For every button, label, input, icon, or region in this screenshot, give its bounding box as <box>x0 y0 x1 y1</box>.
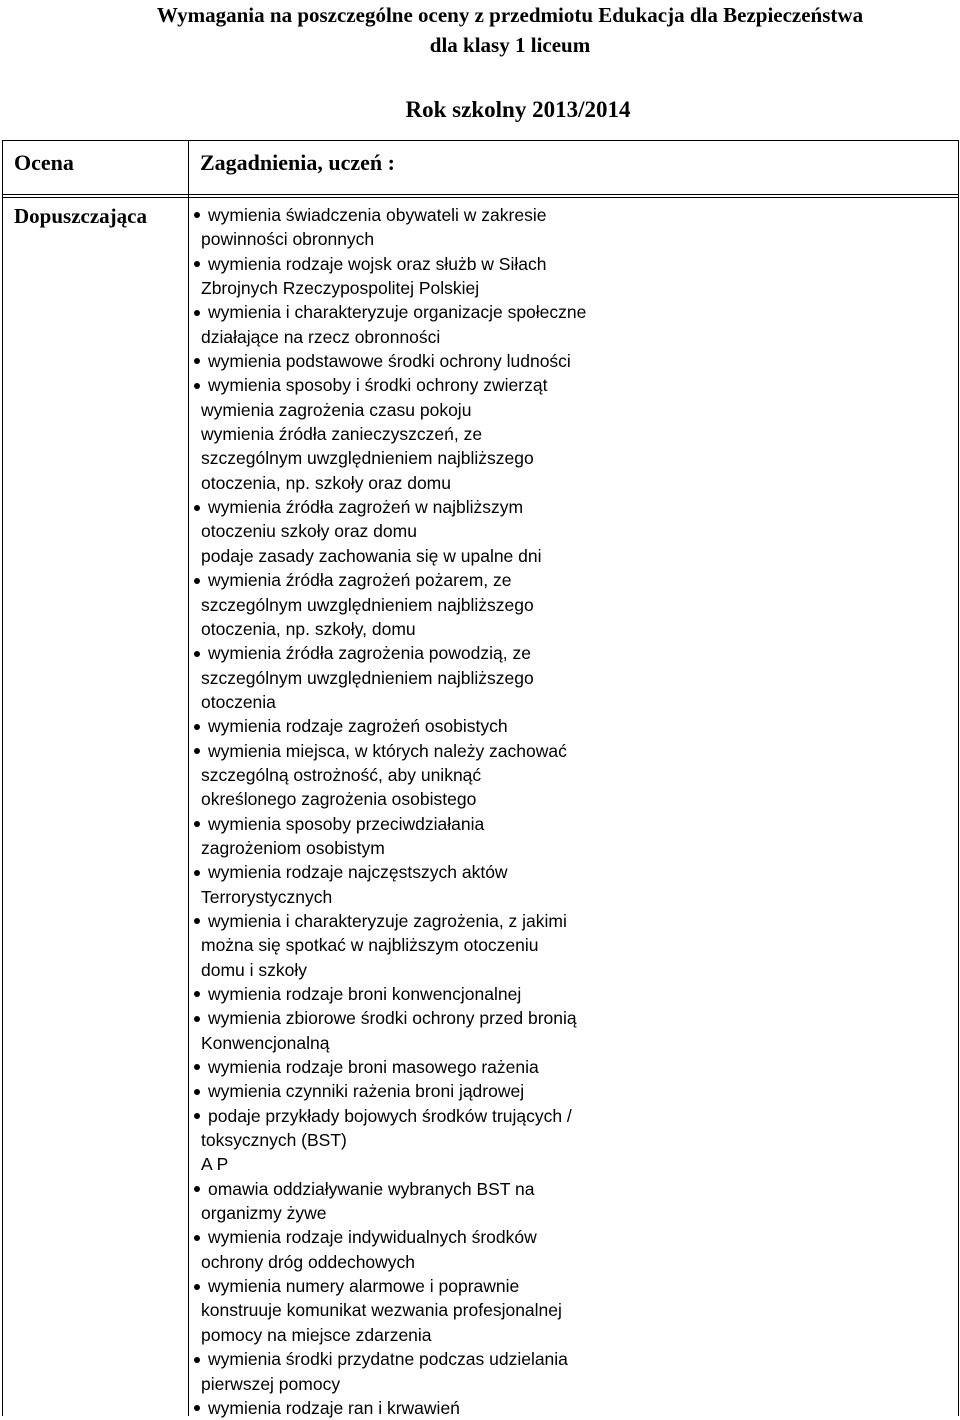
list-item <box>201 471 656 495</box>
list-item <box>201 593 656 617</box>
bullet-icon <box>194 358 200 364</box>
school-year: Rok szkolny 2013/2014 <box>405 97 631 122</box>
list-item <box>201 1372 656 1396</box>
list-item <box>201 349 656 373</box>
list-item <box>201 373 656 397</box>
list-item <box>201 1225 656 1249</box>
list-item-text: wymienia miejsca, w których należy zachować <box>208 740 567 761</box>
list-item <box>201 495 656 519</box>
table-header-divider-inner <box>2 197 958 198</box>
list-item <box>201 787 656 811</box>
list-item <box>201 227 656 251</box>
list-item-text: wymienia czynniki rażenia broni jądrowej <box>208 1081 525 1102</box>
bullet-icon <box>194 578 200 584</box>
list-item <box>201 958 656 982</box>
list-item-text: A P <box>201 1154 229 1175</box>
column-header-grade: Ocena <box>14 150 74 175</box>
list-item-text: działające na rzecz obronności <box>201 326 441 347</box>
list-item-text: wymienia źródła zagrożeń w najbliższym <box>208 497 524 518</box>
list-item-text: wymienia świadczenia obywateli w zakresie <box>208 205 547 225</box>
list-item-text: wymienia zagrożenia czasu pokoju <box>201 399 472 420</box>
list-item-text: wymienia rodzaje zagrożeń osobistych <box>208 716 508 737</box>
list-item-text: omawia oddziaływanie wybranych BST na <box>208 1178 535 1199</box>
bullet-icon <box>194 1357 200 1363</box>
list-item-text: wymienia rodzaje najczęstszych aktów <box>208 862 508 883</box>
list-item <box>201 325 656 349</box>
list-item-text: wymienia rodzaje broni masowego rażenia <box>208 1057 539 1078</box>
list-item <box>201 690 656 714</box>
list-item-text: domu i szkoły <box>201 959 308 980</box>
list-item <box>201 544 656 568</box>
list-item-text: pomocy na miejsce zdarzenia <box>201 1324 432 1345</box>
bullet-icon <box>194 1235 200 1241</box>
list-item <box>201 1006 656 1030</box>
list-item-text: pierwszej pomocy <box>201 1373 341 1394</box>
list-item <box>201 763 656 787</box>
list-item-text: organizmy żywe <box>201 1203 327 1224</box>
bullet-icon <box>194 821 200 827</box>
list-item <box>201 617 656 641</box>
list-item <box>201 714 656 738</box>
table-border-left <box>2 140 3 1416</box>
bullet-icon <box>194 991 200 997</box>
bullet-icon <box>194 1284 200 1290</box>
bullet-icon <box>194 1064 200 1070</box>
list-item <box>201 836 656 860</box>
list-item-text: wymienia rodzaje indywidualnych środków <box>208 1227 537 1248</box>
list-item <box>201 203 656 227</box>
list-item-text: wymienia i charakteryzuje organizacje społeczne <box>208 302 587 323</box>
list-item <box>201 252 656 276</box>
list-item-text: zagrożeniom osobistym <box>201 837 385 858</box>
list-item-text: wymienia rodzaje broni konwencjonalnej <box>208 984 522 1004</box>
list-item <box>201 1396 656 1420</box>
list-item-text: otoczenia <box>201 691 276 712</box>
bullet-icon <box>194 505 200 511</box>
list-item <box>201 1347 656 1371</box>
list-item <box>201 300 656 324</box>
list-item <box>201 1128 656 1152</box>
list-item-text: konstruuje komunikat wezwania profesjonalnej <box>201 1300 562 1321</box>
list-item <box>201 1274 656 1298</box>
list-item-text: wymienia sposoby i środki ochrony zwierząt <box>208 375 548 396</box>
list-item <box>201 446 656 470</box>
list-item-text: wymienia zbiorowe środki ochrony przed bronią <box>208 1008 577 1029</box>
list-item <box>201 1152 656 1176</box>
list-item-text: szczególnym uwzględnieniem najbliższego <box>201 594 534 615</box>
bullet-icon <box>194 1113 200 1119</box>
list-item-text: wymienia podstawowe środki ochrony ludności <box>208 351 571 372</box>
document-title: Wymagania na poszczególne oceny z przedmiotu Edukacja dla Bezpieczeństwa <box>156 3 864 27</box>
bullet-icon <box>194 1405 200 1411</box>
list-item-text: ochrony dróg oddechowych <box>201 1251 416 1272</box>
list-item <box>201 812 656 836</box>
table-border-right <box>958 140 959 1416</box>
list-item-text: Konwencjonalną <box>201 1032 330 1053</box>
list-item <box>201 1031 656 1055</box>
list-item-text: szczególnym uwzględnieniem najbliższego <box>201 448 534 469</box>
list-item <box>201 398 656 422</box>
list-item <box>201 1104 656 1128</box>
bullet-icon <box>194 724 200 730</box>
list-item-text: szczególną ostrożność, aby uniknąć <box>201 764 482 785</box>
bullet-icon <box>194 651 200 657</box>
requirements-list <box>201 203 656 1420</box>
bullet-icon <box>194 310 200 316</box>
list-item <box>201 422 656 446</box>
list-item <box>201 739 656 763</box>
list-item-text: wymienia źródła zagrożeń pożarem, ze <box>208 570 512 591</box>
list-item-text: wymienia źródła zagrożenia powodzią, ze <box>208 643 531 664</box>
list-item-text: wymienia numery alarmowe i poprawnie <box>208 1276 520 1297</box>
list-item-text: wymienia środki przydatne podczas udzielania <box>208 1349 568 1370</box>
list-item-text: podaje przykłady bojowych środków trujących / <box>208 1105 572 1126</box>
list-item <box>201 568 656 592</box>
list-item-text: wymienia źródła zanieczyszczeń, ze <box>201 424 483 445</box>
list-item <box>201 1323 656 1347</box>
grade-label: Dopuszczająca <box>14 204 147 228</box>
bullet-icon <box>194 1089 200 1095</box>
table-header-divider <box>2 194 958 195</box>
list-item <box>201 885 656 909</box>
list-item <box>201 1055 656 1079</box>
list-item <box>201 276 656 300</box>
bullet-icon <box>194 918 200 924</box>
bullet-icon <box>194 1016 200 1022</box>
list-item <box>201 1298 656 1322</box>
document-subtitle: dla klasy 1 liceum <box>429 33 591 57</box>
list-item-text: wymienia rodzaje wojsk oraz służb w Siłach <box>208 253 547 274</box>
list-item-text: otoczeniu szkoły oraz domu <box>201 521 417 542</box>
list-item-text: Zbrojnych Rzeczypospolitej Polskiej <box>201 278 480 299</box>
bullet-icon <box>194 748 200 754</box>
list-item <box>201 641 656 665</box>
list-item-text: powinności obronnych <box>201 229 375 250</box>
list-item <box>201 1177 656 1201</box>
list-item <box>201 933 656 957</box>
list-item-text: można się spotkać w najbliższym otoczeniu <box>201 935 539 956</box>
list-item-text: wymienia i charakteryzuje zagrożenia, z jakimi <box>208 910 567 931</box>
list-item-text: podaje zasady zachowania się w upalne dni <box>201 545 542 566</box>
list-item-text: wymienia rodzaje ran i krwawień <box>208 1397 460 1418</box>
list-item <box>201 666 656 690</box>
list-item <box>201 1250 656 1274</box>
bullet-icon <box>194 870 200 876</box>
bullet-icon <box>194 212 200 218</box>
bullet-icon <box>194 261 200 267</box>
list-item-text: Terrorystycznych <box>201 886 333 907</box>
bullet-icon <box>194 383 200 389</box>
bullet-icon <box>194 1186 200 1192</box>
table-column-divider <box>188 140 189 1416</box>
table-border-top <box>2 140 958 141</box>
list-item <box>201 982 656 1006</box>
list-item-text: otoczenia, np. szkoły oraz domu <box>201 472 451 493</box>
list-item-text: wymienia sposoby przeciwdziałania <box>208 813 485 834</box>
list-item-text: toksycznych (BST) <box>201 1130 347 1151</box>
list-item <box>201 519 656 543</box>
column-header-topics: Zagadnienia, uczeń : <box>200 150 395 175</box>
list-item <box>201 909 656 933</box>
list-item <box>201 860 656 884</box>
list-item-text: szczególnym uwzględnieniem najbliższego <box>201 667 534 688</box>
list-item <box>201 1201 656 1225</box>
list-item <box>201 1079 656 1103</box>
list-item-text: określonego zagrożenia osobistego <box>201 789 477 810</box>
list-item-text: otoczenia, np. szkoły, domu <box>201 618 416 639</box>
